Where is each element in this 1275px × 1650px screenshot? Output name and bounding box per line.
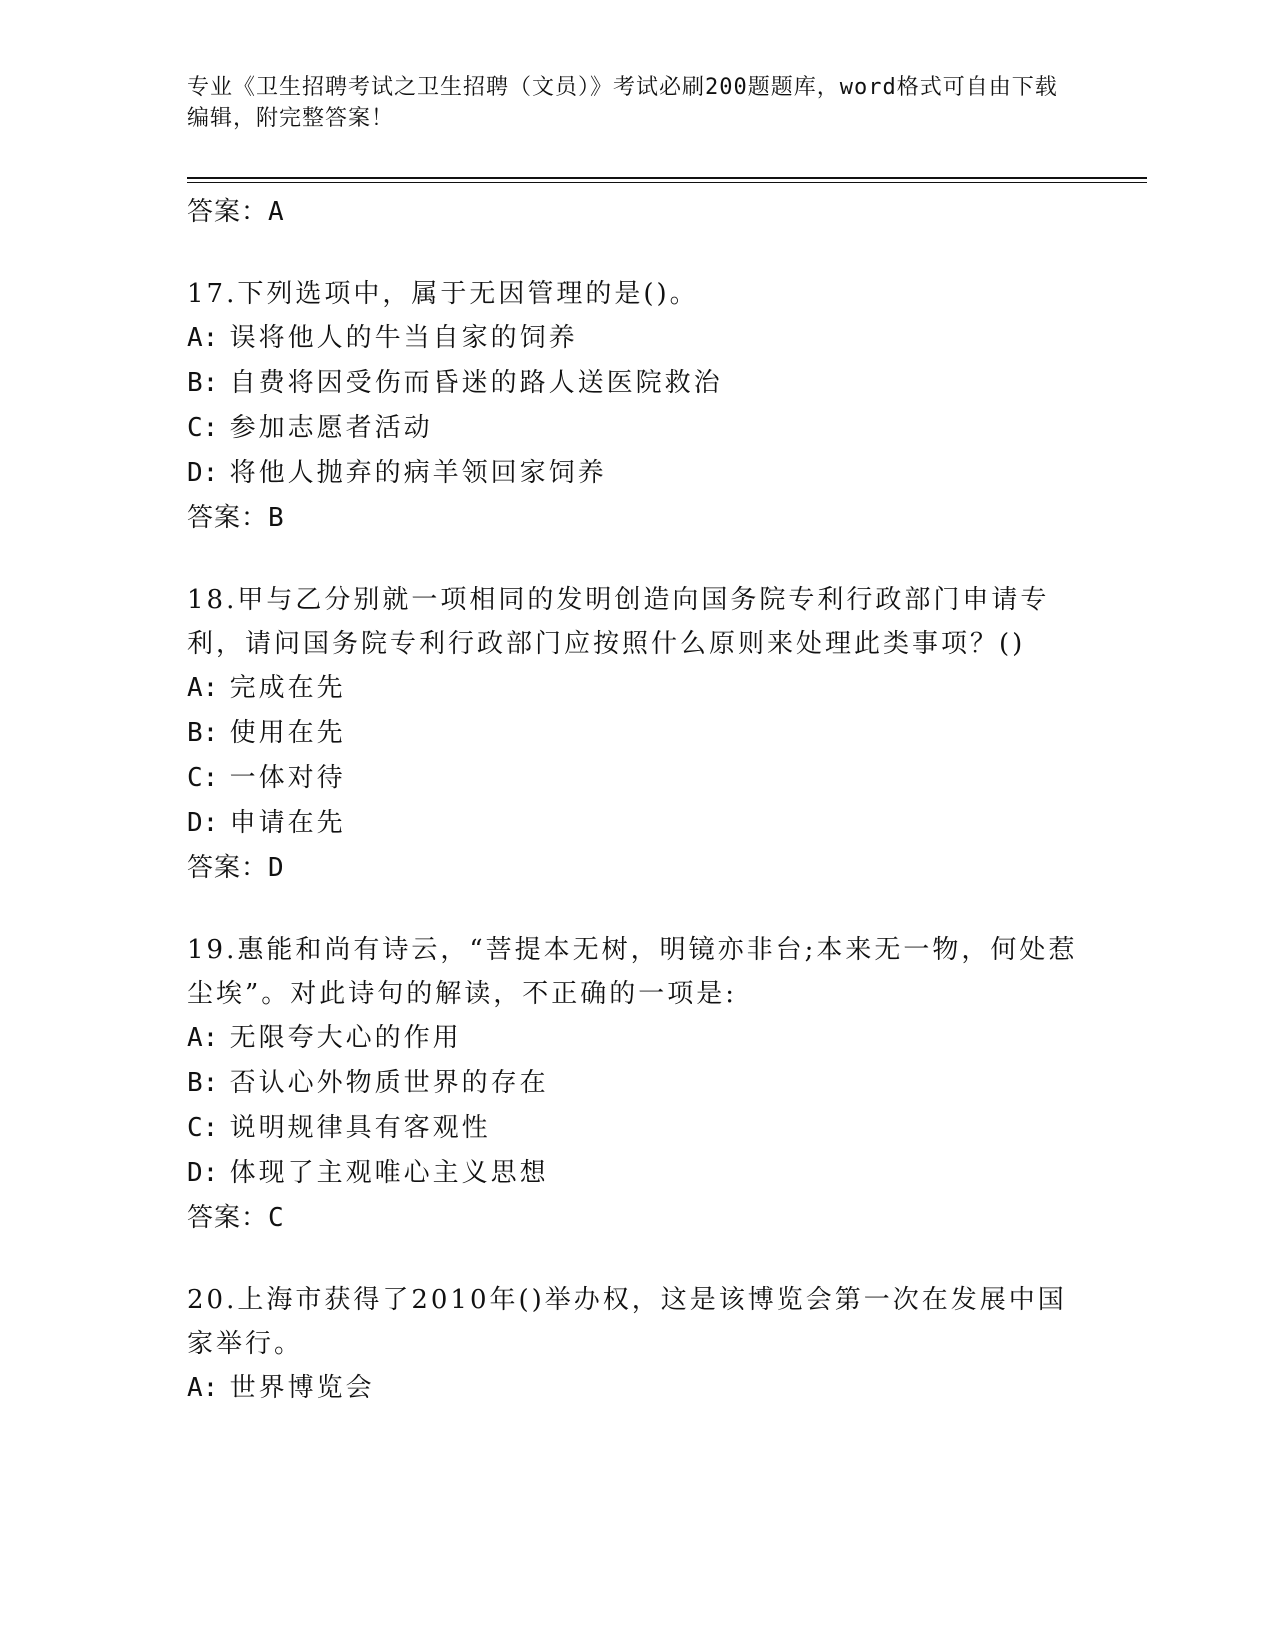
option-c <box>187 406 1087 451</box>
option-letter: A: <box>187 323 219 353</box>
option-letter: D: <box>187 808 219 838</box>
option-letter: D: <box>187 458 219 488</box>
option-text: 使用在先 <box>229 718 346 748</box>
option-letter: A: <box>187 1373 219 1403</box>
option-text: 一体对待 <box>229 763 346 793</box>
option-letter: C: <box>187 413 219 443</box>
answer-value: A <box>268 197 285 227</box>
option-d <box>187 801 1087 846</box>
option-c <box>187 1106 1087 1151</box>
question-text: 17.下列选项中，属于无因管理的是()。 <box>187 279 699 309</box>
option-b <box>187 361 1087 406</box>
answer-label: 答案： <box>187 503 269 533</box>
option-text: 世界博览会 <box>229 1373 375 1403</box>
option-d <box>187 1151 1087 1196</box>
option-text: 将他人抛弃的病羊领回家饲养 <box>229 458 607 488</box>
option-text: 申请在先 <box>229 808 346 838</box>
option-a <box>187 1016 1087 1061</box>
option-letter: B: <box>187 718 219 748</box>
option-text: 无限夸大心的作用 <box>229 1023 462 1053</box>
question-text: 19.惠能和尚有诗云，“菩提本无树，明镜亦非台;本来无一物，何处惹尘埃”。对此诗句的解读，不正确的一项是: <box>187 935 1078 1009</box>
option-a <box>187 666 1087 711</box>
answer-label: 答案： <box>187 853 269 883</box>
header-divider-thick <box>187 177 1147 179</box>
option-text: 说明规律具有客观性 <box>229 1113 491 1143</box>
answer-value: D <box>268 853 285 883</box>
option-letter: A: <box>187 673 219 703</box>
document-header <box>187 72 1067 134</box>
option-letter: A: <box>187 1023 219 1053</box>
option-text: 体现了主观唯心主义思想 <box>229 1158 549 1188</box>
option-text: 自费将因受伤而昏迷的路人送医院救治 <box>229 368 723 398</box>
option-letter: B: <box>187 368 219 398</box>
option-letter: B: <box>187 1068 219 1098</box>
answer-line <box>187 190 1087 234</box>
question-19 <box>187 928 1087 1240</box>
header-divider-thin <box>187 182 1147 183</box>
answer-line <box>187 846 1087 890</box>
question-20 <box>187 1278 1087 1411</box>
option-text: 误将他人的牛当自家的饲养 <box>229 323 578 353</box>
header-intro-text: 专业《卫生招聘考试之卫生招聘（文员）》考试必刷200题题库，word格式可自由下载编辑，附完整答案！ <box>187 75 1058 131</box>
answer-label: 答案： <box>187 197 269 227</box>
question-list <box>187 190 1087 1411</box>
option-letter: D: <box>187 1158 219 1188</box>
answer-label: 答案： <box>187 1203 269 1233</box>
question-18 <box>187 578 1087 890</box>
question-17 <box>187 272 1087 540</box>
option-b <box>187 1061 1087 1106</box>
option-letter: C: <box>187 763 219 793</box>
option-letter: C: <box>187 1113 219 1143</box>
question-text: 20.上海市获得了2010年()举办权，这是该博览会第一次在发展中国家举行。 <box>187 1285 1067 1359</box>
option-a <box>187 316 1087 361</box>
answer-value: C <box>268 1203 285 1233</box>
option-b <box>187 711 1087 756</box>
option-c <box>187 756 1087 801</box>
question-text: 18.甲与乙分别就一项相同的发明创造向国务院专利行政部门申请专利，请问国务院专利行政部门应按照什么原则来处理此类事项？() <box>187 585 1050 659</box>
option-text: 参加志愿者活动 <box>229 413 433 443</box>
answer-line <box>187 496 1087 540</box>
answer-value: B <box>268 503 285 533</box>
option-d <box>187 451 1087 496</box>
option-text: 否认心外物质世界的存在 <box>229 1068 549 1098</box>
option-text: 完成在先 <box>229 673 346 703</box>
answer-line <box>187 1196 1087 1240</box>
option-a <box>187 1366 1087 1411</box>
